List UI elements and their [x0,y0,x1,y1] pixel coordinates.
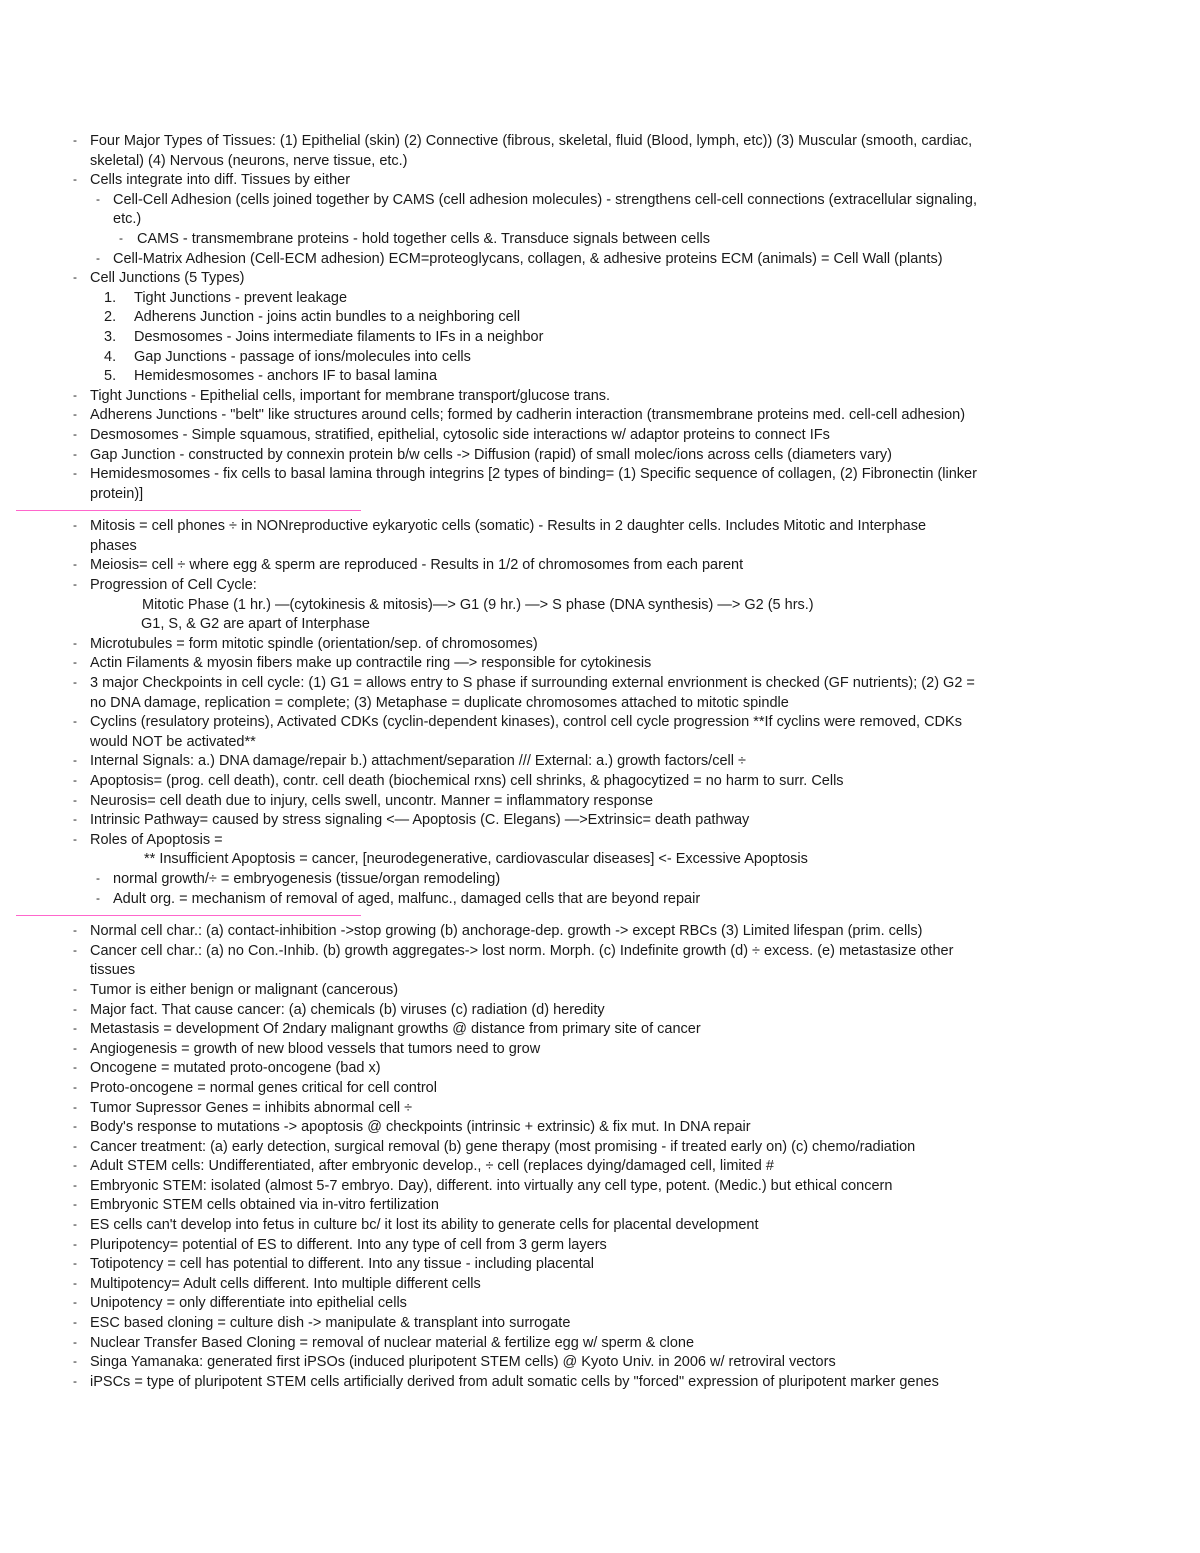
list-item: - CAMS - transmembrane proteins - hold together cells &. Transduce signals between cells [119,230,711,247]
bullet: - [73,923,77,938]
bullet: - [73,1256,77,1271]
list-item: - Cancer cell char.: (a) no Con.-Inhib. (b) growth aggregates-> lost norm. Morph. (c) Indefinite growth (d) ÷ excess. (e) metastasize other [73,942,954,959]
list-item: - Actin Filaments & myosin fibers make up contractile ring —> responsible for cytokinesis [73,655,652,672]
bullet: - [73,466,77,481]
list-item: - ES cells can't develop into fetus in culture bc/ it lost its ability to generate cells for placental development [73,1217,759,1234]
bullet: - [73,655,77,670]
list-item-continuation: skeletal) (4) Nervous (neurons, nerve tissue, etc.) [90,152,408,169]
bullet: - [73,1334,77,1349]
list-item: - Mitosis = cell phones ÷ in NONreproductive eykaryotic cells (somatic) - Results in 2 daughter cells. Includes Mitotic and Interphase [73,518,927,535]
bullet: - [73,981,77,996]
list-item: - Cancer treatment: (a) early detection, surgical removal (b) gene therapy (most promising - if treated early on) (c) chemo/radiation [73,1138,916,1155]
bullet: - [73,1060,77,1075]
list-item-continuation: phases [90,537,137,554]
bullet: - [73,1021,77,1036]
section-divider [16,915,361,916]
bullet: - [73,1138,77,1153]
list-item: - Embryonic STEM cells obtained via in-vitro fertilization [73,1197,439,1214]
indented-text: G1, S, & G2 are apart of Interphase [141,616,370,633]
bullet: - [73,1099,77,1114]
bullet: - [73,753,77,768]
bullet: - [73,1001,77,1016]
list-item: - Hemidesmosomes - fix cells to basal lamina through integrins [2 types of binding= (1) Specific sequence of collagen, (2) Fibronectin (linker [73,466,977,483]
bullet: - [73,792,77,807]
item-number: 5. [104,368,117,385]
list-item-continuation: etc.) [113,211,142,228]
bullet: - [73,1158,77,1173]
list-item-continuation: tissues [90,962,136,979]
list-item: - Microtubules = form mitotic spindle (orientation/sep. of chromosomes) [73,635,538,652]
list-item: - Embryonic STEM: isolated (almost 5-7 embryo. Day), different. into virtually any cell type, potent. (Medic.) but ethical concern [73,1177,893,1194]
list-item: - Tight Junctions - Epithelial cells, important for membrane transport/glucose trans. [73,387,611,404]
list-item: - normal growth/÷ = embryogenesis (tissue/organ remodeling) [96,870,501,887]
list-item: - Roles of Apoptosis = [73,831,223,848]
list-item: - Adherens Junctions - "belt" like structures around cells; formed by cadherin interaction (transmembrane proteins med. cell-cell adhesion) [73,407,966,424]
list-item: - Tumor Supressor Genes = inhibits abnormal cell ÷ [73,1099,413,1116]
bullet: - [119,230,123,245]
list-item: - Intrinsic Pathway= caused by stress signaling <— Apoptosis (C. Elegans) —>Extrinsic= death pathway [73,812,750,829]
numbered-item: 3. Desmosomes - Joins intermediate filaments to IFs in a neighbor [0,328,1200,348]
bullet: - [73,831,77,846]
list-item-continuation: no DNA damage, replication = complete; (3) Metaphase = duplicate chromosomes attached to mitotic spindle [90,694,789,711]
bullet: - [73,773,77,787]
bullet: - [73,1275,77,1290]
list-item: - Neurosis= cell death due to injury, cells swell, uncontr. Manner = inflammatory response [73,792,654,809]
bullet: - [73,387,77,402]
list-item: - Tumor is either benign or malignant (cancerous) [73,981,399,998]
list-item: - iPSCs = type of pluripotent STEM cells artificially derived from adult somatic cells by "forced" expression of pluripotent marker genes [73,1373,939,1390]
list-item: - Adult org. = mechanism of removal of aged, malfunc., damaged cells that are beyond repair [96,890,701,907]
list-item: - Apoptosis= (prog. cell death), contr. cell death (biochemical rxns) cell shrinks, & phagocytized = no harm to surr. Cells [73,773,844,789]
bullet: - [73,675,77,690]
list-item: - Multipotency= Adult cells different. Into multiple different cells [73,1275,481,1292]
bullet: - [96,250,100,265]
list-item: - Cell-Cell Adhesion (cells joined together by CAMS (cell adhesion molecules) - strengthens cell-cell connections (extracellular signaling, [96,191,977,208]
list-item: - Gap Junction - constructed by connexin protein b/w cells -> Diffusion (rapid) of small molec/ions across cells (diameters vary) [73,446,892,463]
list-item: - Singa Yamanaka: generated first iPSOs (induced pluripotent STEM cells) @ Kyoto Univ. in 2006 w/ retroviral vectors [73,1354,836,1371]
bullet: - [73,1354,77,1369]
numbered-item: 1. Tight Junctions - prevent leakage [0,289,1200,309]
bullet: - [73,1177,77,1192]
bullet: - [73,1315,77,1330]
bullet: - [73,426,77,441]
list-item: - Meiosis= cell ÷ where egg & sperm are reproduced - Results in 1/2 of chromosomes from each parent [73,557,744,574]
bullet: - [73,1236,77,1251]
document-page [0,132,1200,1392]
bullet: - [73,1079,77,1094]
bullet: - [73,1295,77,1310]
list-item: - Normal cell char.: (a) contact-inhibition ->stop growing (b) anchorage-dep. growth -> except RBCs (3) Limited lifespan (prim. cells) [73,923,923,940]
list-item: - Cells integrate into diff. Tissues by either [73,172,351,189]
item-number: 3. [104,328,117,345]
indented-text: Mitotic Phase (1 hr.) —(cytokinesis & mitosis)—> G1 (9 hr.) —> S phase (DNA synthesis) —> G2 (5 hrs.) [142,596,814,613]
bullet: - [73,446,77,461]
bullet: - [73,133,77,147]
item-number: 2. [104,309,117,326]
bullet: - [96,191,100,206]
bullet: - [73,270,77,285]
bullet: - [73,635,77,650]
list-item: - Totipotency = cell has potential to different. Into any tissue - including placental [73,1256,594,1273]
bullet: - [73,407,77,422]
list-item: - Internal Signals: a.) DNA damage/repair b.) attachment/separation /// External: a.) growth factors/cell ÷ [73,753,746,770]
list-item: - Angiogenesis = growth of new blood vessels that tumors need to grow [73,1040,541,1057]
bullet: - [73,812,77,827]
indented-text: ** Insufficient Apoptosis = cancer, [neurodegenerative, cardiovascular diseases] <- Excessive Apoptosis [144,851,808,868]
bullet: - [96,870,100,885]
list-item: - Proto-oncogene = normal genes critical for cell control [73,1079,437,1096]
list-item: - Four Major Types of Tissues: (1) Epithelial (skin) (2) Connective (fibrous, skeletal, fluid (Blood, lymph, etc)) (3) Muscular (smooth, cardiac, [73,133,973,149]
list-item: - Adult STEM cells: Undifferentiated, after embryonic develop., ÷ cell (replaces dying/damaged cell, limited # [73,1158,774,1175]
bullet: - [73,1373,77,1388]
bullet: - [73,557,77,572]
list-item: - Body's response to mutations -> apoptosis @ checkpoints (intrinsic + extrinsic) & fix mut. In DNA repair [73,1119,751,1136]
list-item-continuation: would NOT be activated** [90,733,256,750]
bullet: - [73,1217,77,1232]
numbered-item: 2. Adherens Junction - joins actin bundles to a neighboring cell [0,308,1200,328]
list-item: - Oncogene = mutated proto-oncogene (bad x) [73,1060,381,1077]
bullet: - [73,1040,77,1055]
item-number: 1. [104,289,117,306]
list-item: - Unipotency = only differentiate into epithelial cells [73,1295,407,1312]
bullet: - [96,890,100,905]
list-item: - Cell Junctions (5 Types) [73,270,245,287]
list-item-continuation: protein)] [90,485,144,502]
list-item: - Nuclear Transfer Based Cloning = removal of nuclear material & fertilize egg w/ sperm & clone [73,1334,695,1351]
bullet: - [73,942,77,957]
numbered-item: 5. Hemidesmosomes - anchors IF to basal lamina [0,367,1200,387]
list-item: - Cyclins (resulatory proteins), Activated CDKs (cyclin-dependent kinases), control cell cycle progression **If cyclins were removed, CDKs [73,714,962,731]
bullet: - [73,714,77,729]
bullet: - [73,1119,77,1134]
list-item: - Desmosomes - Simple squamous, stratified, epithelial, cytosolic side interactions w/ adaptor proteins to connect IFs [73,426,830,443]
section-divider [16,510,361,511]
numbered-item: 4. Gap Junctions - passage of ions/molecules into cells [0,348,1200,368]
bullet: - [73,577,77,592]
list-item: - Pluripotency= potential of ES to different. Into any type of cell from 3 germ layers [73,1236,607,1253]
list-item: - ESC based cloning = culture dish -> manipulate & transplant into surrogate [73,1315,571,1332]
list-item: - 3 major Checkpoints in cell cycle: (1) G1 = allows entry to S phase if surrounding external envrionment is checked (GF nutrients); (2) G2 = [73,675,975,692]
bullet: - [73,1197,77,1212]
list-item: - Major fact. That cause cancer: (a) chemicals (b) viruses (c) radiation (d) heredity [73,1001,605,1018]
list-item: - Cell-Matrix Adhesion (Cell-ECM adhesion) ECM=proteoglycans, collagen, & adhesive proteins ECM (animals) = Cell Wall (plants) [96,250,943,267]
list-item: - Progression of Cell Cycle: [73,577,257,594]
list-item: - Metastasis = development Of 2ndary malignant growths @ distance from primary site of cancer [73,1021,701,1038]
bullet: - [73,172,77,187]
item-number: 4. [104,348,117,365]
bullet: - [73,518,77,533]
